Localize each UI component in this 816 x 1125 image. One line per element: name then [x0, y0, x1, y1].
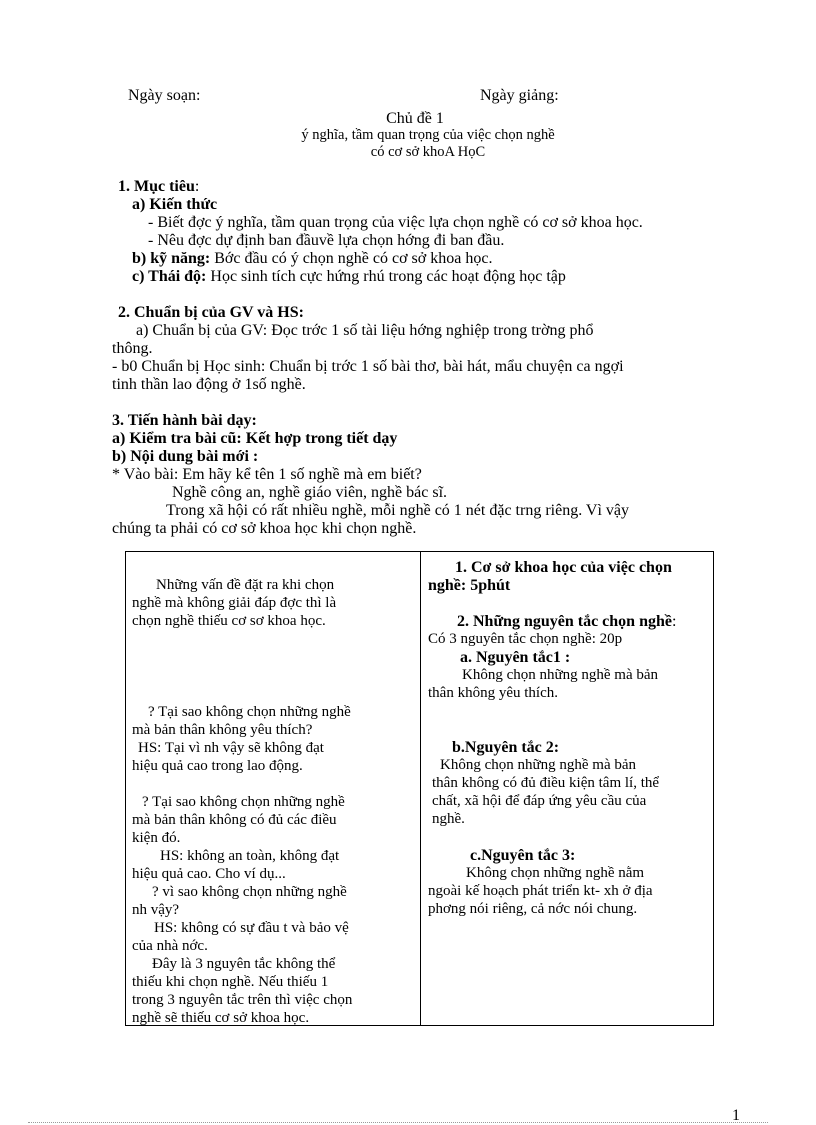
- question2-line1: ? Tại sao không chọn những nghề: [142, 794, 345, 810]
- question3-line2: nh vậy?: [132, 902, 180, 918]
- student-prep-line2: tinh thần lao động ở 1số nghề.: [112, 376, 306, 393]
- date-prepared-label: Ngày soạn:: [128, 87, 201, 104]
- left-intro-line2: nghề mà không giải đáp đợc thì là: [132, 595, 337, 611]
- section1-heading-suffix: :: [194, 178, 200, 195]
- principle-a-label: a. Nguyên tắc1 :: [460, 649, 571, 666]
- principle-c-line1: Không chọn những nghề nằm: [466, 865, 645, 881]
- conclusion-line1: Đây là 3 nguyên tắc không thể: [152, 956, 336, 972]
- conclusion-line2: thiếu khi chọn nghề. Nếu thiếu 1: [132, 974, 329, 990]
- date-taught-label: Ngày giảng:: [480, 87, 559, 104]
- answer2-line2: hiệu quả cao. Cho ví dụ...: [132, 866, 286, 882]
- intro-paragraph-line1: Trong xã hội có rất nhiều nghề, mỗi nghề có 1 nét đặc trng riêng. Vì vậy: [166, 502, 630, 519]
- conclusion-line4: nghề sẽ thiếu cơ sở khoa học.: [132, 1010, 310, 1026]
- right-heading2-suffix: :: [671, 613, 677, 630]
- review-heading: a) Kiểm tra bài cũ: Kết hợp trong tiết dạy: [112, 430, 398, 447]
- section3-heading: 3. Tiến hành bài dạy:: [112, 412, 257, 429]
- lesson-title-line1: ý nghĩa, tầm quan trọng của việc chọn nghề: [301, 127, 555, 143]
- right-heading1-line1: 1. Cơ sở khoa học của việc chọn: [455, 559, 672, 576]
- right-heading2-sub: Có 3 nguyên tắc chọn nghề: 20p: [428, 631, 623, 647]
- left-intro-line1: Những vấn đề đặt ra khi chọn: [156, 577, 335, 593]
- principle-c-label: c.Nguyên tắc 3:: [470, 847, 576, 864]
- answer3-line1: HS: không có sự đầu t và bảo vệ: [154, 920, 349, 936]
- section1-heading: [118, 178, 199, 196]
- right-heading1-line2: nghề: 5phút: [428, 577, 511, 594]
- left-intro-line3: chọn nghề thiếu cơ sơ khoa học.: [132, 613, 326, 629]
- answer3-line2: của nhà nớc.: [132, 938, 208, 954]
- teacher-prep-line2: thông.: [112, 340, 153, 357]
- skills-label: b) kỹ năng:: [132, 250, 211, 267]
- question2-line2: mà bản thân không có đủ các điều: [132, 812, 337, 828]
- section1-heading-text: 1. Mục tiêu: [118, 178, 195, 195]
- answer1-line1: HS: Tại vì nh vậy sẽ không đạt: [138, 740, 324, 756]
- section2-heading: 2. Chuẩn bị của GV và HS:: [118, 304, 304, 321]
- question1-line1: ? Tại sao không chọn những nghề: [148, 704, 351, 720]
- principle-b-label: b.Nguyên tắc 2:: [452, 739, 560, 756]
- principle-b-line1: Không chọn những nghề mà bản: [440, 757, 637, 773]
- skills-text: Bớc đầu có ý chọn nghề có cơ sở khoa học.: [210, 250, 493, 267]
- topic-title: Chủ đề 1: [386, 110, 444, 127]
- intro-answer: Nghề công an, nghề giáo viên, nghề bác sĩ.: [172, 484, 448, 501]
- principle-b-line4: nghề.: [432, 811, 465, 827]
- question2-line3: kiện đó.: [132, 830, 181, 846]
- principle-b-line3: chất, xã hội để đáp ứng yêu cầu của: [432, 793, 647, 809]
- principle-c-line2: ngoài kế hoạch phát triển kt- xh ở địa: [428, 883, 653, 899]
- right-heading2-text: 2. Những nguyên tắc chọn nghề: [457, 613, 672, 630]
- knowledge-bullet-1: - Biết đợc ý nghĩa, tầm quan trọng của việc lựa chọn nghề có cơ sở khoa học.: [148, 214, 643, 231]
- knowledge-bullet-2: - Nêu đợc dự định ban đầuvề lựa chọn hớng đi ban đầu.: [148, 232, 505, 249]
- answer2-line1: HS: không an toàn, không đạt: [160, 848, 340, 864]
- knowledge-label: a) Kiến thức: [132, 196, 218, 213]
- skills-line: [132, 250, 492, 268]
- principle-a-line2: thân không yêu thích.: [428, 685, 558, 701]
- teacher-prep-line1: a) Chuẩn bị của GV: Đọc trớc 1 số tài liệu hớng nghiệp trong trờng phổ: [136, 322, 594, 339]
- principle-c-line3: phơng nói riêng, cả nớc nói chung.: [428, 901, 638, 917]
- principle-a-line1: Không chọn những nghề mà bản: [462, 667, 659, 683]
- new-lesson-heading: b) Nội dung bài mới :: [112, 448, 259, 465]
- conclusion-line3: trong 3 nguyên tắc trên thì việc chọn: [132, 992, 353, 1008]
- page-number: 1: [732, 1107, 740, 1124]
- intro-paragraph-line2: chúng ta phải có cơ sở khoa học khi chọn nghề.: [112, 520, 417, 537]
- attitude-label: c) Thái độ:: [132, 268, 207, 285]
- attitude-text: Học sinh tích cực hứng rhú trong các hoạt động học tập: [206, 268, 566, 285]
- right-heading2: [457, 613, 676, 631]
- attitude-line: [132, 268, 566, 286]
- student-prep-line1: - b0 Chuẩn bị Học sinh: Chuẩn bị trớc 1 số bài thơ, bài hát, mẩu chuyện ca ngợi: [112, 358, 624, 375]
- table-column-divider: [420, 551, 421, 1026]
- question3-line1: ? vì sao không chọn những nghề: [152, 884, 347, 900]
- lesson-title-line2: có cơ sở khoA HọC: [370, 144, 486, 160]
- principle-b-line2: thân không có đủ điều kiện tâm lí, thể: [432, 775, 660, 791]
- question1-line2: mà bản thân không yêu thích?: [132, 722, 313, 738]
- intro-question: * Vào bài: Em hãy kể tên 1 số nghề mà em biết?: [112, 466, 422, 483]
- answer1-line2: hiệu quả cao trong lao động.: [132, 758, 303, 774]
